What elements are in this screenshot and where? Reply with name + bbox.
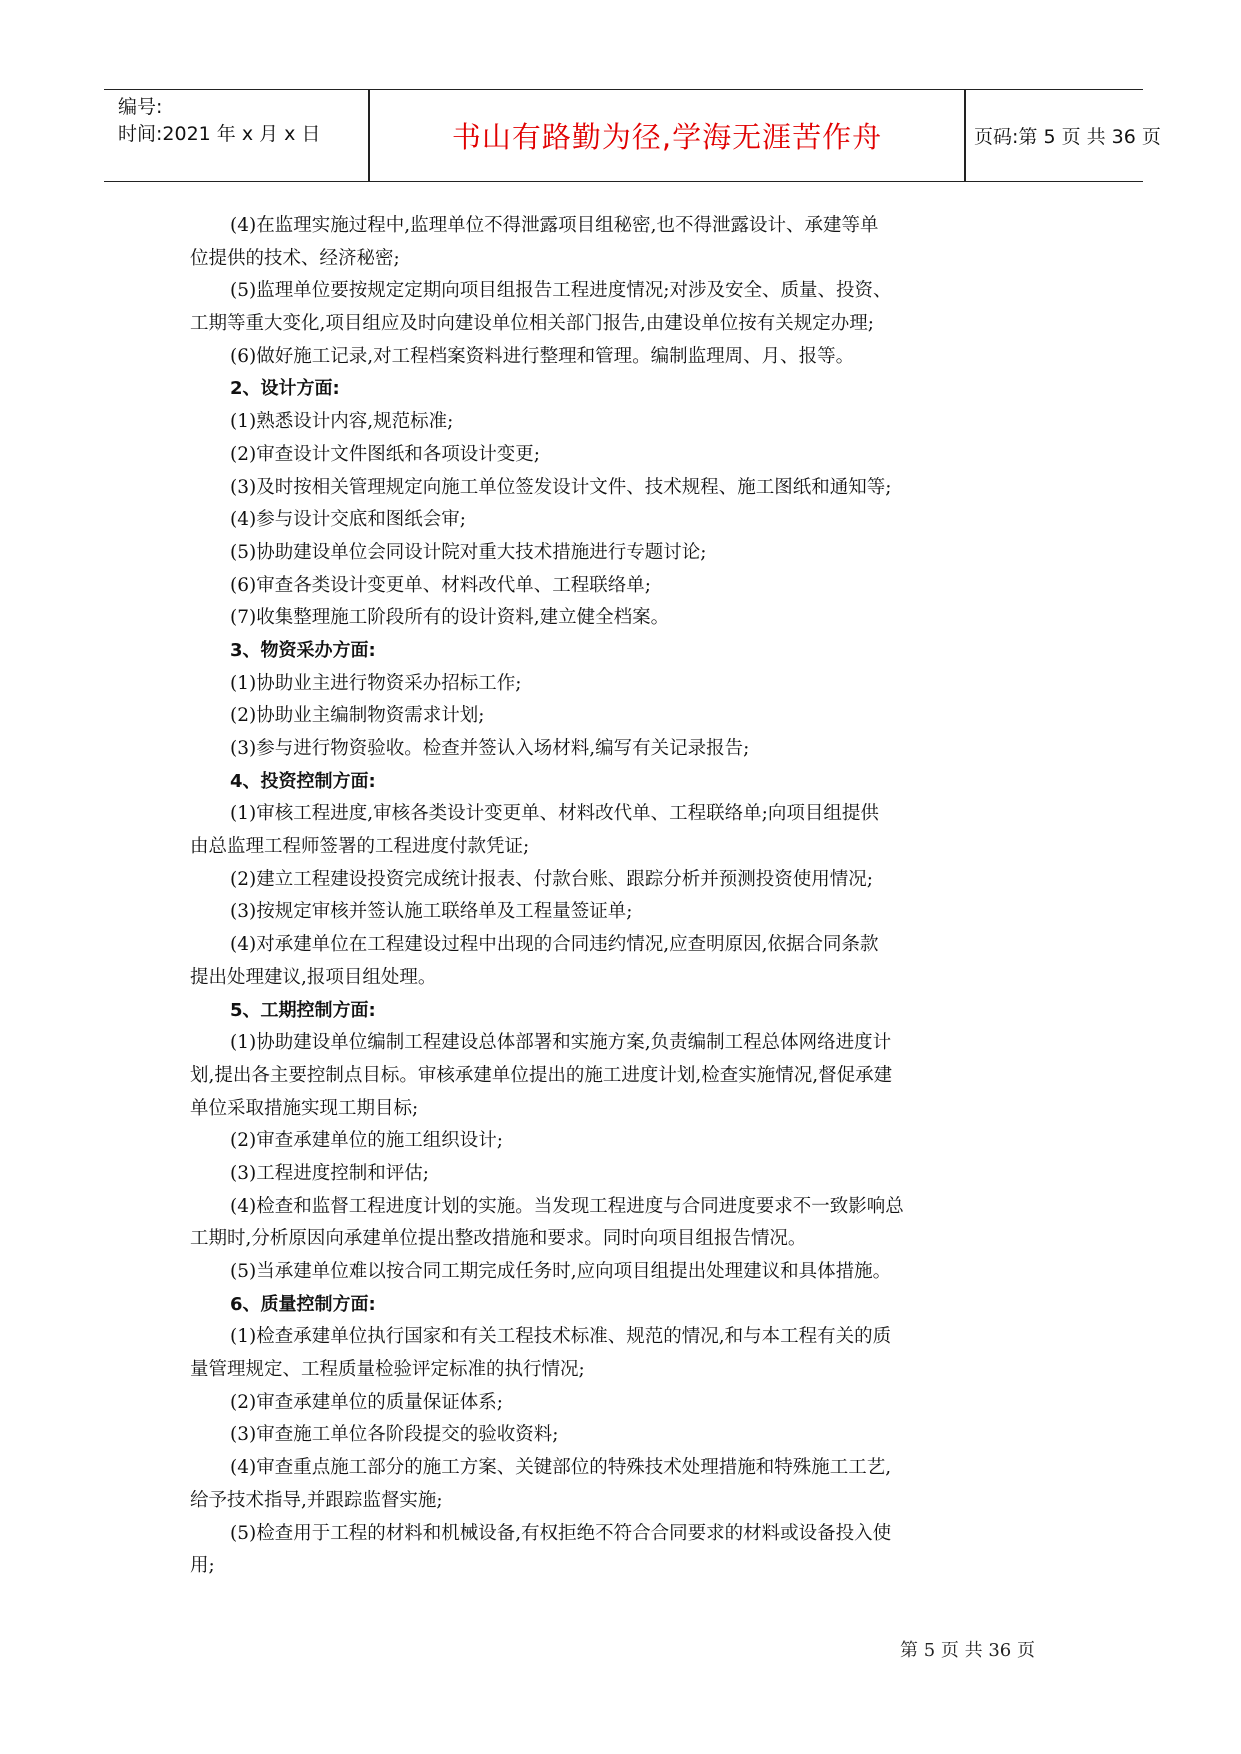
paragraph-line: (1)熟悉设计内容,规范标准;	[230, 411, 454, 433]
paragraph-line: (2)审查承建单位的质量保证体系;	[230, 1391, 503, 1413]
paragraph-line: (2)协助业主编制物资需求计划;	[230, 705, 485, 727]
paragraph-line: (6)审查各类设计变更单、材料改代单、工程联络单;	[230, 574, 651, 596]
header-divider-right	[964, 90, 966, 181]
header-page-number: 页码:第 5 页 共 36 页	[974, 126, 1161, 148]
paragraph-line: (6)做好施工记录,对工程档案资料进行整理和管理。编制监理周、月、报等。	[230, 345, 855, 367]
document-number-label: 编号:	[118, 96, 163, 118]
paragraph-line: (5)当承建单位难以按合同工期完成任务时,应向项目组提出处理建议和具体措施。	[230, 1261, 892, 1282]
paragraph-line: (2)建立工程建设投资完成统计报表、付款台账、跟踪分析并预测投资使用情况;	[230, 868, 873, 890]
paragraph-line: 用;	[190, 1555, 215, 1577]
paragraph-line: 位提供的技术、经济秘密;	[190, 247, 400, 269]
paragraph-line: (1)协助业主进行物资采办招标工作;	[230, 672, 522, 694]
section-heading: 4、投资控制方面:	[230, 770, 376, 792]
paragraph-line: (3)按规定审核并签认施工联络单及工程量签证单;	[230, 901, 633, 923]
section-heading: 6、质量控制方面:	[230, 1293, 376, 1315]
paragraph-line: (5)监理单位要按规定定期向项目组报告工程进度情况;对涉及安全、质量、投资、	[230, 280, 892, 302]
paragraph-line: 划,提出各主要控制点目标。审核承建单位提出的施工进度计划,检查实施情况,督促承建	[190, 1064, 893, 1086]
document-time-label: 时间:2021 年 x 月 x 日	[118, 123, 321, 145]
paragraph-line: (2)审查承建单位的施工组织设计;	[230, 1130, 503, 1152]
section-heading: 2、设计方面:	[230, 378, 340, 400]
section-heading: 3、物资采办方面:	[230, 639, 376, 661]
header-motto: 书山有路勤为径,学海无涯苦作舟	[451, 120, 883, 154]
paragraph-line: (3)审查施工单位各阶段提交的验收资料;	[230, 1424, 559, 1446]
header-meta	[118, 94, 358, 148]
paragraph-line: 给予技术指导,并跟踪监督实施;	[190, 1489, 443, 1511]
paragraph-line: (1)检查承建单位执行国家和有关工程技术标准、规范的情况,和与本工程有关的质	[230, 1326, 892, 1348]
paragraph-line: (2)审查设计文件图纸和各项设计变更;	[230, 443, 540, 465]
paragraph-line: (3)及时按相关管理规定向施工单位签发设计文件、技术规程、施工图纸和通知等;	[230, 476, 892, 498]
paragraph-line: 提出处理建议,报项目组处理。	[190, 966, 437, 988]
paragraph-line: 由总监理工程师签署的工程进度付款凭证;	[190, 836, 530, 858]
document-body	[190, 210, 1060, 1583]
paragraph-line: (5)协助建设单位会同设计院对重大技术措施进行专题讨论;	[230, 541, 707, 563]
paragraph-line: (4)审查重点施工部分的施工方案、关键部位的特殊技术处理措施和特殊施工工艺,	[230, 1457, 892, 1479]
paragraph-line: 工期等重大变化,项目组应及时向建设单位相关部门报告,由建设单位按有关规定办理;	[190, 313, 874, 335]
paragraph-line: 工期时,分析原因向承建单位提出整改措施和要求。同时向项目组报告情况。	[190, 1228, 807, 1250]
paragraph-line: (1)协助建设单位编制工程建设总体部署和实施方案,负责编制工程总体网络进度计	[230, 1032, 892, 1054]
paragraph-line: 单位采取措施实现工期目标;	[190, 1097, 419, 1119]
page-header	[104, 89, 1161, 182]
paragraph-line: (4)检查和监督工程进度计划的实施。当发现工程进度与合同进度要求不一致影响总	[230, 1195, 904, 1217]
paragraph-line: (4)对承建单位在工程建设过程中出现的合同违约情况,应查明原因,依据合同条款	[230, 934, 879, 956]
paragraph-line: (4)参与设计交底和图纸会审;	[230, 509, 466, 531]
paragraph-line: (1)审核工程进度,审核各类设计变更单、材料改代单、工程联络单;向项目组提供	[230, 803, 879, 825]
paragraph-line: (3)参与进行物资验收。检查并签认入场材料,编写有关记录报告;	[230, 738, 750, 759]
paragraph-line: (3)工程进度控制和评估;	[230, 1162, 429, 1184]
paragraph-line: (4)在监理实施过程中,监理单位不得泄露项目组秘密,也不得泄露设计、承建等单	[230, 215, 879, 236]
paragraph-line: 量管理规定、工程质量检验评定标准的执行情况;	[190, 1359, 585, 1381]
section-heading: 5、工期控制方面:	[230, 999, 376, 1021]
paragraph-line: (7)收集整理施工阶段所有的设计资料,建立健全档案。	[230, 607, 670, 629]
page-footer: 第 5 页 共 36 页	[900, 1640, 1035, 1661]
paragraph-line: (5)检查用于工程的材料和机械设备,有权拒绝不符合合同要求的材料或设备投入使	[230, 1522, 892, 1544]
